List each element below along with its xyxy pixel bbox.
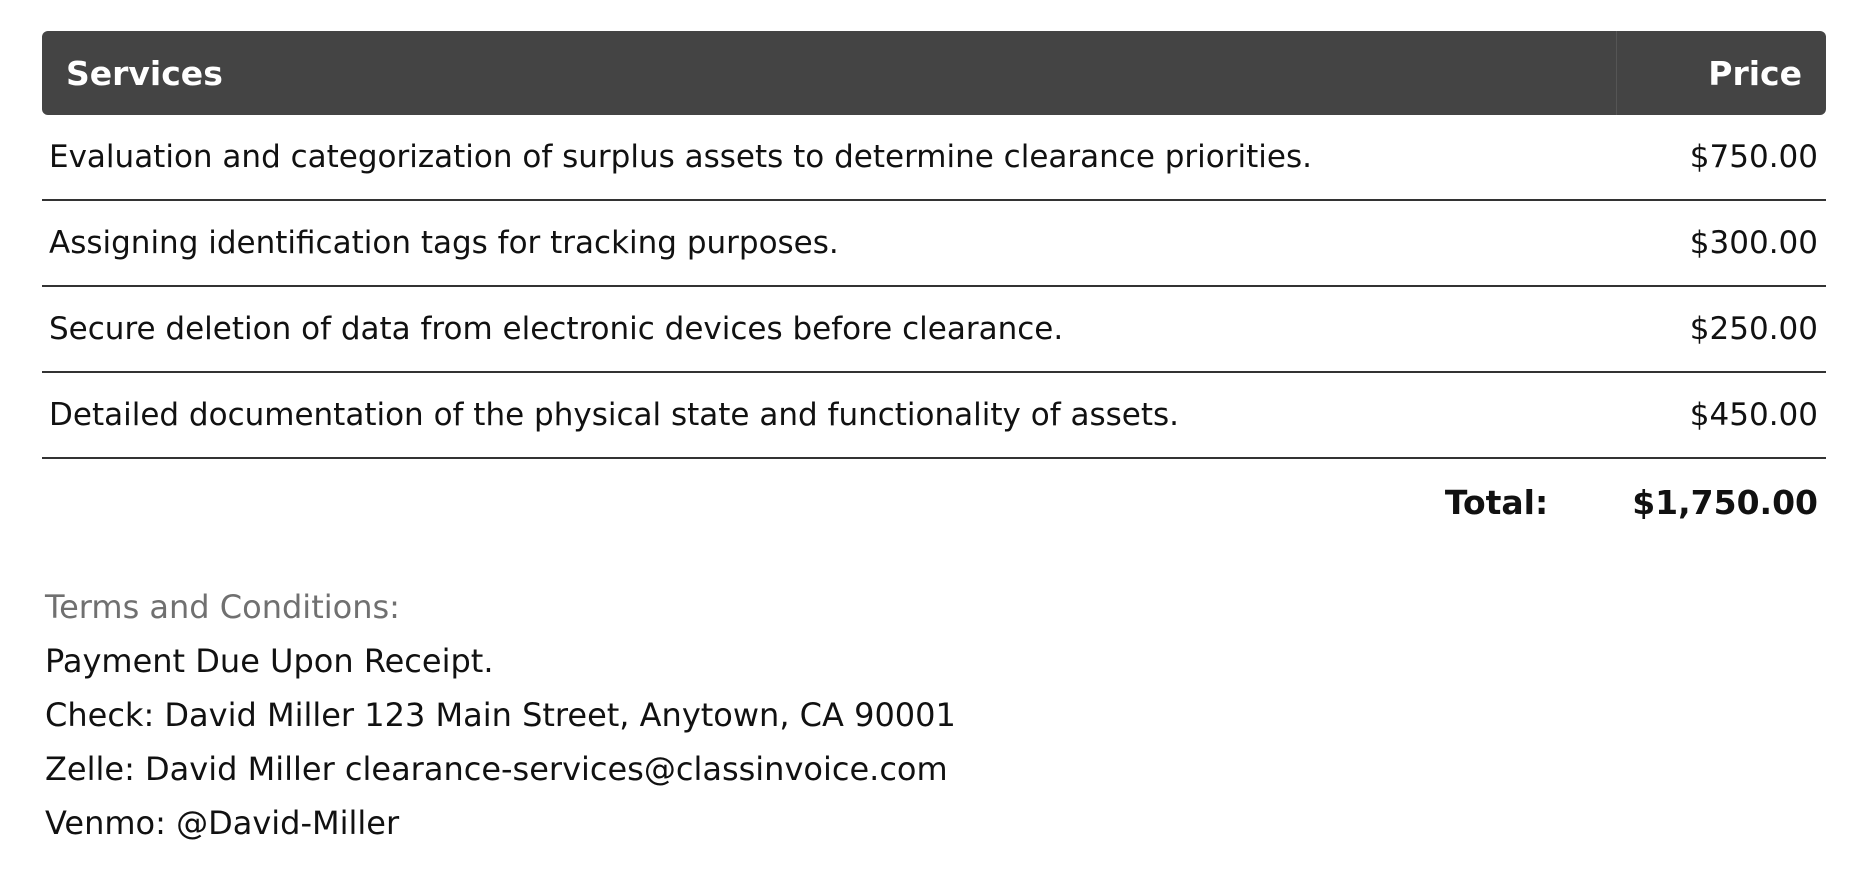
table-header — [42, 31, 1826, 115]
service-price: $750.00 — [1689, 139, 1818, 175]
table-row — [42, 201, 1826, 287]
total-label: Total: — [1444, 482, 1549, 522]
terms-title: Terms and Conditions: — [45, 588, 400, 626]
terms-payment-due: Payment Due Upon Receipt. — [45, 642, 494, 680]
table-row — [42, 115, 1826, 201]
service-price: $300.00 — [1689, 225, 1818, 261]
service-description: Assigning identification tags for tracking purposes. — [49, 225, 839, 261]
table-row — [42, 373, 1826, 459]
total-row — [42, 459, 1826, 545]
total-value: $1,750.00 — [1632, 482, 1818, 522]
service-description: Evaluation and categorization of surplus assets to determine clearance priorities. — [49, 139, 1312, 175]
service-price: $450.00 — [1689, 397, 1818, 433]
service-description: Secure deletion of data from electronic devices before clearance. — [49, 311, 1064, 347]
price-column-header: Price — [1616, 31, 1826, 115]
service-price: $250.00 — [1689, 311, 1818, 347]
services-column-header: Services — [66, 53, 223, 93]
terms-zelle: Zelle: David Miller clearance-services@classinvoice.com — [45, 750, 948, 788]
table-row — [42, 287, 1826, 373]
service-description: Detailed documentation of the physical state and functionality of assets. — [49, 397, 1180, 433]
terms-section — [45, 580, 956, 850]
services-table — [42, 31, 1826, 545]
terms-venmo: Venmo: @David-Miller — [45, 804, 400, 842]
terms-check: Check: David Miller 123 Main Street, Anytown, CA 90001 — [45, 696, 956, 734]
